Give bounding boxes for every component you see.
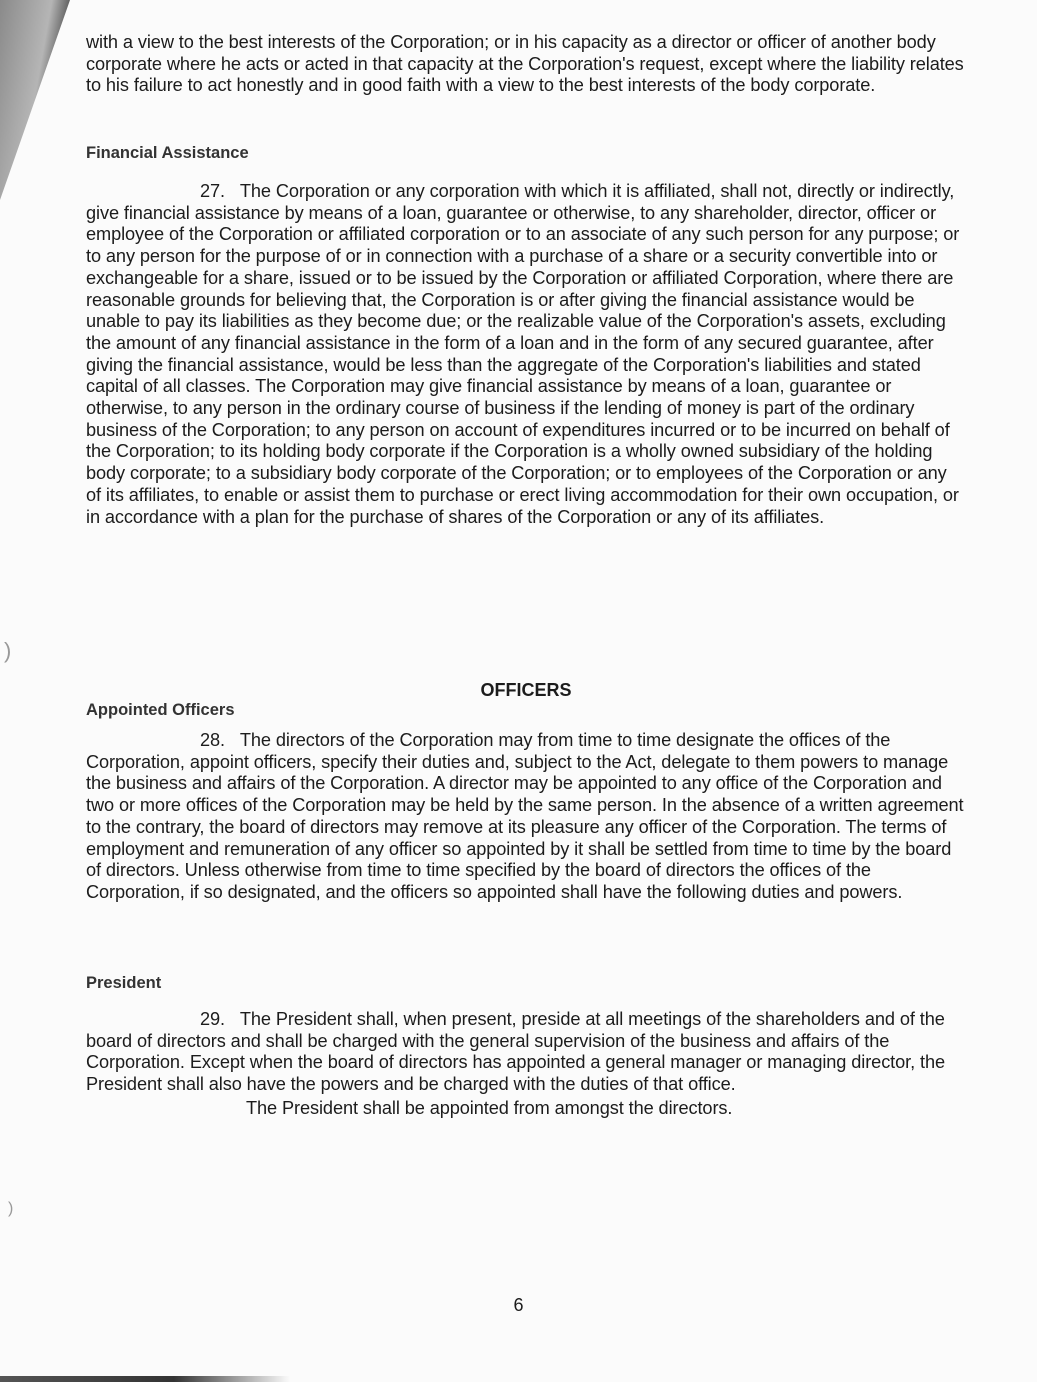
clause-number: 28. xyxy=(200,730,225,750)
section-officers xyxy=(86,680,966,904)
punch-hole-mark: ) xyxy=(8,1200,14,1217)
continuation-paragraph: with a view to the best interests of the Corporation; or in his capacity as a director or officer of another body corporate where he acts or acted in that capacity at the Corporation's request, except where the liability relates to his failure to act honestly and in good faith with a view to the best interests of the body corporate. xyxy=(86,32,964,96)
section-heading: Appointed Officers xyxy=(86,701,235,719)
chapter-title: OFFICERS xyxy=(480,680,572,700)
scan-edge-shadow xyxy=(0,1376,290,1382)
clause-number: 29. xyxy=(200,1009,225,1029)
page-edge-shadow xyxy=(0,0,80,200)
section-paragraph xyxy=(86,730,966,904)
punch-hole-mark: ) xyxy=(4,638,12,663)
continuation-block xyxy=(86,32,966,97)
page-number: 6 xyxy=(513,1295,524,1315)
section-financial-assistance xyxy=(86,144,966,528)
clause-text: The directors of the Corporation may from time to time designate the offices of the Corporation, appoint officers, specify their duties and, subject to the Act, delegate to them powers to manage the business and affairs of the Corporation. A director may be appointed to any office of the Corporation and two or more offices of the Corporation may be held by the same person. In the absence of a written agreement to the contrary, the board of directors may remove at its pleasure any officer of the Corporation. The terms of employment and remuneration of any officer so appointed by it shall be settled from time to time by the board of directors. Unless otherwise from time to time specified by the board of directors the offices of the Corporation, if so designated, and the officers so appointed shall have the following duties and powers. xyxy=(86,730,964,902)
clause-number: 27. xyxy=(200,181,225,201)
section-paragraph xyxy=(86,1009,966,1096)
section-president xyxy=(86,974,966,1120)
section-paragraph xyxy=(86,181,966,528)
section-heading: Financial Assistance xyxy=(86,144,249,162)
section-heading: President xyxy=(86,974,162,992)
clause-text: The Corporation or any corporation with which it is affiliated, shall not, directly or indirectly, give financial assistance by means of a loan, guarantee or otherwise, to any shareholder, director, officer or employee of the Corporation or affiliated corporation or to an associate of any such person for any purpose; or to any person for the purpose of or in connection with a purchase of a share or a security convertible into or exchangeable for a share, issued or to be issued by the Corporation or affiliated Corporation, where there are reasonable grounds for believing that, the Corporation is or after giving the financial assistance would be unable to pay its liabilities as they become due; or the realizable value of the Corporation's assets, excluding the amount of any financial assistance in the form of a loan and in the form of any secured guarantee, after giving the financial assistance, would be less than the aggregate of the Corporation's liabilities and stated capital of all classes. The Corporation may give financial assistance by means of a loan, guarantee or otherwise, to any person in the ordinary course of business if the lending of money is part of the ordinary business of the Corporation; to any person on account of expenditures incurred or to be incurred on behalf of the Corporation; to its holding body corporate if the Corporation is a wholly owned subsidiary of the holding body corporate; to a subsidiary body corporate of the Corporation; or to employees of the Corporation or any of its affiliates, to enable or assist them to purchase or erect living accommodation for their own occupation, or in accordance with a plan for the purchase of shares of the Corporation or any of its affiliates. xyxy=(86,181,960,527)
clause-text: The President shall, when present, preside at all meetings of the shareholders and of the board of directors and shall be charged with the general supervision of the business and affairs of the Corporation. Except when the board of directors has appointed a general manager or managing director, the President shall also have the powers and be charged with the duties of that office. xyxy=(86,1009,945,1095)
section-extra-line: The President shall be appointed from amongst the directors. xyxy=(246,1097,733,1118)
